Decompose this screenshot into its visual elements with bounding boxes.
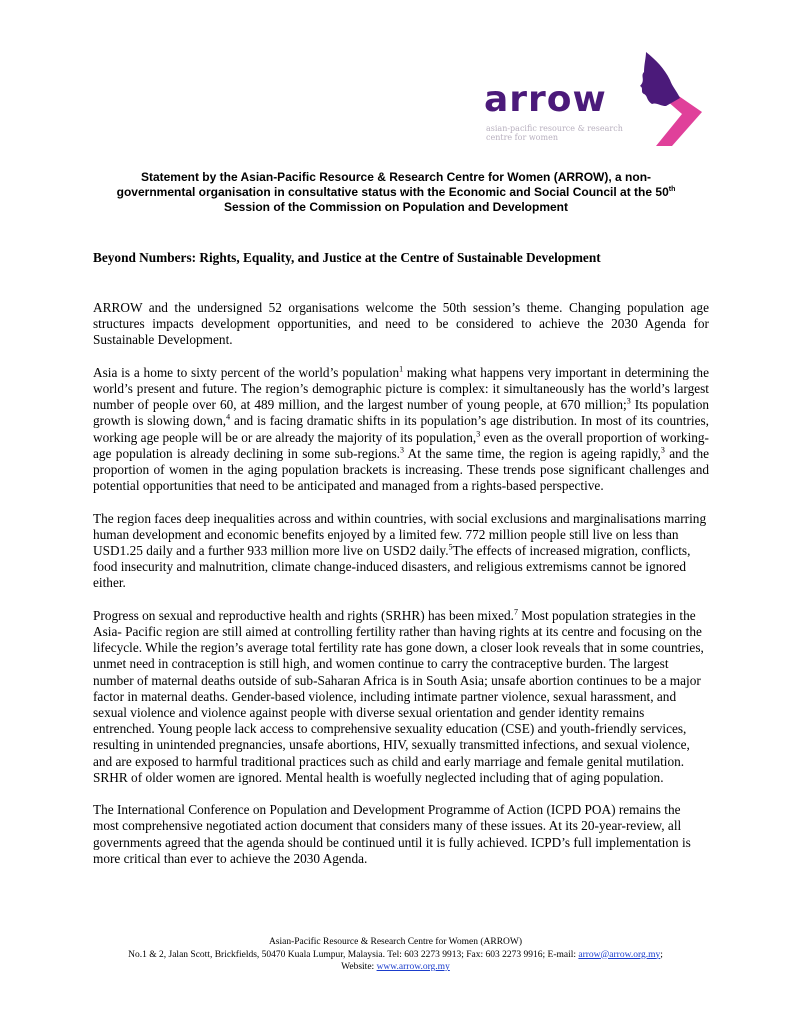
- footnote-ref: 4: [226, 412, 231, 422]
- website-label: Website:: [341, 962, 377, 972]
- statement-line-1: Statement by the Asian-Pacific Resource & Research Centre for Women (ARROW), a non-: [140, 170, 652, 184]
- paragraph-icpd: The International Conference on Population and Development Programme of Action (ICPD POA) remains the most comprehensive negotiated action document that considers many of these issues. At its 20-year-review, all governments agreed that the agenda should be continued until it is fully achieved. ICPD’s full implementation is more critical than ever to achieve the 2030 Agenda.: [93, 802, 691, 866]
- email-link[interactable]: arrow@arrow.org.my: [578, 949, 661, 960]
- paragraph-srhr: [93, 608, 709, 786]
- paragraph-inequalities: [93, 511, 709, 592]
- superscript: th: [668, 186, 676, 193]
- footnote-ref: 3: [660, 445, 665, 455]
- text: Most population strategies in the Asia- Pacific region are still aimed at controlling fertility rather than having rights at its centre and focusing on the lifecycle. While the region’s average total fertility rate has gone down, a closer look reveals that in some countries, unmet need in contraception is still high, and women continue to carry the contraceptive burden. The largest number of maternal deaths outside of sub-Saharan Africa is in South Asia; unsafe abortion continues to be a major factor in maternal deaths. Gender-based violence, including intimate partner violence, sexual harassment, and sexual violence and violence against people with diverse sexual orientation and gender identity remains entrenched. Young people lack access to comprehensive sexuality education (CSE) and youth-friendly services, resulting in unintended pregnancies, unsafe abortions, HIV, sexually transmitted infections, and sexual violence, and are exposed to harmful traditional practices such as child and early marriage and female genital mutilation. SRHR of older women are ignored. Mental health is woefully neglected including that of aging population.: [93, 607, 704, 785]
- text: The effects of increased migration, conflicts, food insecurity and malnutrition, climate change-induced disasters, and religious extremisms cannot be ignored either.: [93, 543, 691, 591]
- footnote-ref: 3: [476, 429, 481, 439]
- document-title: Beyond Numbers: Rights, Equality, and Justice at the Centre of Sustainable Development: [93, 250, 601, 265]
- statement-heading: [90, 170, 702, 215]
- text: Its population growth is slowing down,: [93, 397, 709, 429]
- text: ;: [660, 949, 663, 960]
- footer-org-name: Asian-Pacific Resource & Research Centre for Women (ARROW): [268, 937, 523, 947]
- paragraph-demographics: [93, 365, 709, 495]
- footer-address: No.1 & 2, Jalan Scott, Brickfields, 50470 Kuala Lumpur, Malaysia. Tel: 603 2273 9913; Fax: 603 2273 9916; E-mail:: [128, 949, 579, 960]
- footer-contact: [70, 949, 721, 962]
- website-link[interactable]: www.arrow.org.my: [376, 962, 450, 972]
- statement-line-2-text: governmental organisation in consultative status with the Economic and Social Council at the 50: [116, 185, 669, 199]
- footnote-ref: 3: [626, 396, 631, 406]
- text: Asia is a home to sixty percent of the world’s population: [93, 364, 400, 380]
- page-footer: [70, 936, 721, 974]
- footnote-ref: 5: [448, 542, 453, 552]
- statement-line-2: [90, 185, 702, 200]
- text: even as the overall proportion of working-age population is already declining in some sub-regions.: [93, 429, 709, 461]
- text: At the same time, the region is ageing rapidly,: [404, 445, 661, 461]
- footnote-ref: 1: [399, 364, 404, 374]
- statement-line-3: Session of the Commission on Population and Development: [223, 200, 569, 214]
- footnote-ref: 3: [400, 445, 405, 455]
- logo-purple-profile: [640, 52, 680, 106]
- text: and the proportion of women in the aging population brackets is increasing. These trends pose significant challenges and potential opportunities that need to be anticipated and managed from a rights-based perspective.: [93, 445, 710, 494]
- text: Progress on sexual and reproductive health and rights (SRHR) has been mixed.: [93, 607, 514, 623]
- text: The region faces deep inequalities across and within countries, with social exclusions and marginalisations marring human development and economic benefits enjoyed by a limited few. 772 million people still live on less than USD1.25 daily and a further 933 million more live on USD2 daily.: [93, 510, 707, 559]
- logo-wordmark: arrow: [484, 79, 607, 120]
- text: and is facing dramatic shifts in its population’s age distribution. In most of its countries, working age people will be or are already the majority of its population,: [93, 413, 709, 445]
- logo-tagline: asian-pacific resource & research centre for women: [486, 124, 623, 142]
- footer-website: [70, 961, 721, 974]
- text: making what happens very important in determining the world’s present and future. The region’s demographic picture is complex: it simultaneously has the world’s largest number of people over 60, at 489 million, and the largest number of young people, at 670 million;: [93, 364, 709, 413]
- paragraph-theme: ARROW and the undersigned 52 organisations welcome the 50th session’s theme. Changing population age structures impacts development opportunities, and need to be considered to achieve the 2030 Agenda for Sustainable Development.: [93, 300, 709, 348]
- woman-profile-arrow-icon: [626, 50, 706, 146]
- arrow-logo: [478, 48, 708, 148]
- footnote-ref: 7: [513, 607, 518, 617]
- document-body: [93, 300, 709, 883]
